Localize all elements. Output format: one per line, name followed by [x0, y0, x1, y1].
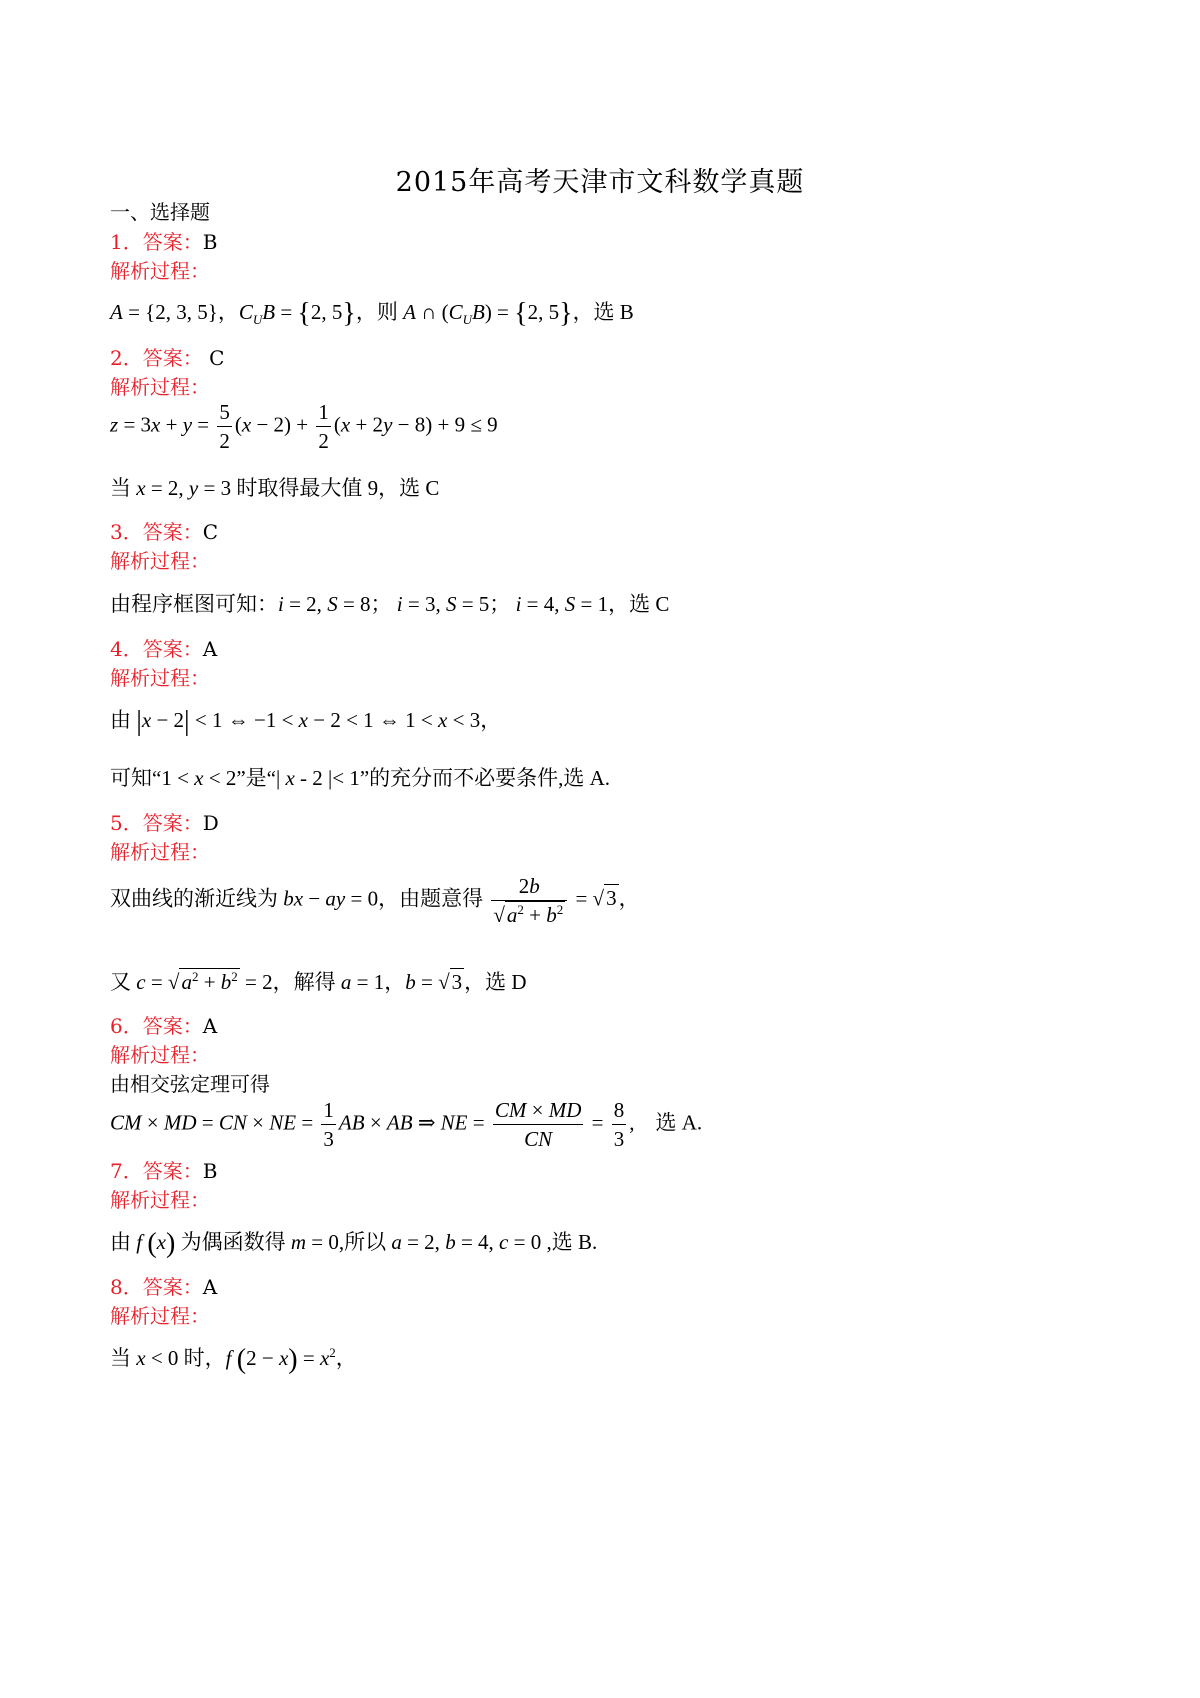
q4-answer-line — [110, 633, 217, 662]
q3-process-label: 解析过程： — [110, 549, 210, 573]
q3-answer-line — [110, 516, 218, 545]
q1-answer: B — [202, 230, 218, 254]
q2-answer-label: 2．答案： — [110, 346, 203, 370]
q7-process-label: 解析过程： — [110, 1188, 210, 1212]
q7-answer: B — [202, 1159, 218, 1183]
q7-answer-line — [110, 1155, 217, 1184]
q1-process-label: 解析过程： — [110, 259, 210, 283]
q2-answer: C — [209, 346, 225, 370]
q5-answer-line — [110, 807, 219, 836]
q1-answer-label: 1．答案： — [110, 230, 203, 254]
q3-answer: C — [202, 520, 219, 544]
q4-formula: 由 |x − 2| < 1 ⇔ −1 < x − 2 < 1 ⇔ 1 < x < 3， — [110, 706, 502, 737]
q6-answer-line — [110, 1010, 217, 1039]
q5-process-label: 解析过程： — [110, 840, 210, 864]
section-heading: 一、选择题 — [110, 200, 210, 224]
q6-process-label: 解析过程： — [110, 1043, 210, 1067]
q2-solution: 当 x = 2, y = 3 时取得最大值 9，选 C — [110, 476, 440, 500]
q2-answer-line — [110, 342, 224, 371]
q4-answer-label: 4．答案： — [110, 637, 203, 661]
page-title: 2015年高考天津市文科数学真题 — [395, 167, 805, 198]
q8-process-label: 解析过程： — [110, 1304, 210, 1328]
q5-answer: D — [202, 811, 219, 835]
q6-answer-label: 6．答案： — [110, 1014, 203, 1038]
q8-answer-line — [110, 1271, 217, 1300]
q6-intro: 由相交弦定理可得 — [110, 1072, 270, 1096]
q4-answer: A — [202, 637, 218, 661]
q3-solution: 由程序框图可知：i = 2, S = 8； i = 3, S = 5； i = 4, S = 1，选 C — [110, 592, 670, 616]
q8-answer-label: 8．答案： — [110, 1275, 203, 1299]
q1-answer-line — [110, 226, 217, 255]
q2-process-label: 解析过程： — [110, 375, 210, 399]
q8-answer: A — [202, 1275, 218, 1299]
q5-answer-label: 5．答案： — [110, 811, 203, 835]
q2-formula: z = 3x + y = $\frac{5}{2}$ (x − 2) + $\frac{1}{2}$ (x + 2y − 8) + 9 ≤ 9 — [110, 400, 498, 454]
q4-solution: 可知“1 < x < 2”是“| x - 2 |< 1”的充分而不必要条件,选 A. — [110, 766, 611, 790]
q7-solution: 由 f (x) 为偶函数得 m = 0,所以 a = 2, b = 4, c = 0 ,选 B. — [110, 1228, 598, 1259]
q5-formula: 双曲线的渐近线为 bx − ay = 0，由题意得 $\frac{2b}{√a^2 + b^2}$ = √3， — [110, 874, 640, 928]
q6-formula: CM × MD = CN × NE = $\frac{1}{3}$ AB × AB ⇒ NE = $\frac{CM \times MD}{CN}$ = $\frac{8}{3}$ , 选 A. — [110, 1098, 703, 1152]
q7-answer-label: 7．答案： — [110, 1159, 203, 1183]
q3-answer-label: 3．答案： — [110, 520, 203, 544]
q5-solution: 又 $c = √a^2 + b^2 = 2$，解得 a = 1，b = √3，选 D — [110, 969, 527, 994]
q1-solution: A = {2, 3, 5}，$C_UB = \{2$, 5}，则 A ∩ $(C_UB) = \{2$, 5}，选 B — [110, 298, 634, 329]
q4-process-label: 解析过程： — [110, 666, 210, 690]
q8-solution: 当 x < 0 时，f $(2 - x) = x^2$， — [110, 1344, 357, 1375]
q6-answer: A — [202, 1014, 218, 1038]
